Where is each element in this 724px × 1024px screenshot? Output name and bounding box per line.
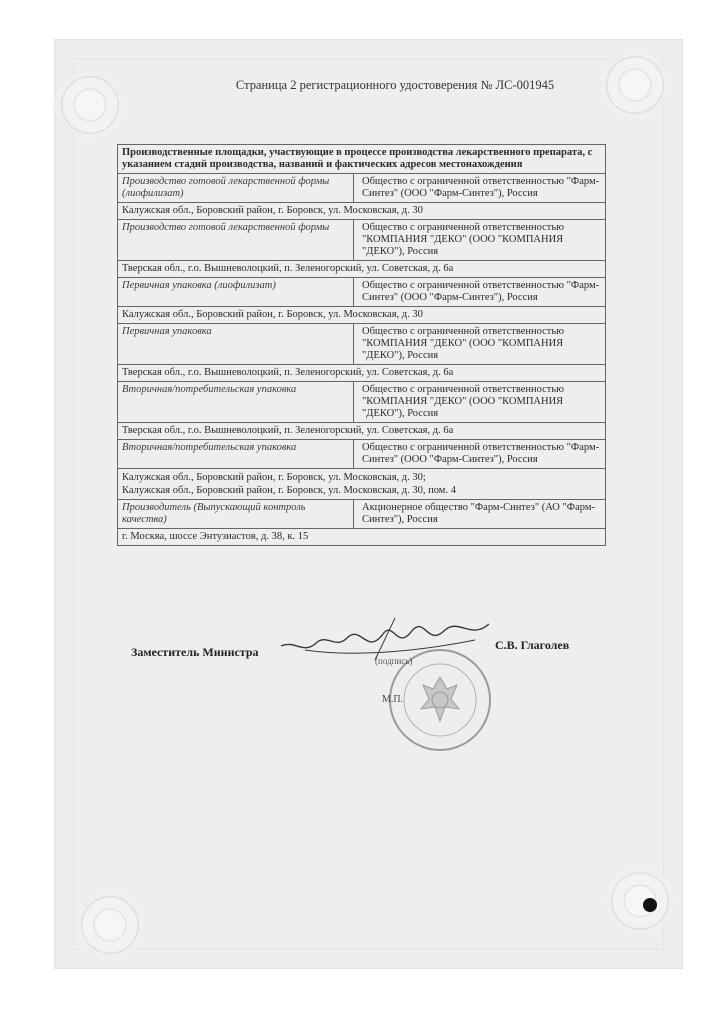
company-cell: Акционерное общество "Фарм-Синтез" (АО "Фарм-Синтез"), Россия [354,500,606,529]
table-header: Производственные площадки, участвующие в процессе производства лекарственного препарата, с указанием стадий производства, названий и фактических адресов местонахождения [118,145,606,174]
company-cell: Общество с ограниченной ответственностью "КОМПАНИЯ "ДЕКО" (ООО "КОМПАНИЯ "ДЕКО"), Россия [354,382,606,423]
address-cell: г. Москва, шоссе Энтузиастов, д. 38, к. 15 [118,529,606,546]
address-row [118,203,606,220]
stage-cell: Вторичная/потребительская упаковка [118,440,354,469]
address-line: Калужская обл., Боровский район, г. Боровск, ул. Московская, д. 30; [122,472,426,483]
punch-hole [643,898,657,912]
address-row [118,261,606,278]
stage-cell: Производство готовой лекарственной формы (лиофилизат) [118,174,354,203]
stage-cell: Первичная упаковка [118,324,354,365]
corner-rosette-ornament [75,890,145,960]
stage-cell: Вторичная/потребительская упаковка [118,382,354,423]
page-heading: Страница 2 регистрационного удостоверения № ЛС-001945 [235,78,555,92]
signatory-name: С.В. Глаголев [495,638,570,652]
table-row [118,174,606,203]
signatory-title: Заместитель Министра [131,645,259,659]
company-cell: Общество с ограниченной ответственностью "КОМПАНИЯ "ДЕКО" (ООО "КОМПАНИЯ "ДЕКО"), Россия [354,220,606,261]
company-cell: Общество с ограниченной ответственностью "Фарм-Синтез" (ООО "Фарм-Синтез"), Россия [354,278,606,307]
address-cell: Калужская обл., Боровский район, г. Боровск, ул. Московская, д. 30 [118,203,606,220]
stamp-caption: М.П. [382,694,404,705]
address-row [118,307,606,324]
address-row [118,365,606,382]
table-row [118,278,606,307]
address-cell: Тверская обл., г.о. Вышневолоцкий, п. Зеленогорский, ул. Советская, д. 6а [118,261,606,278]
address-cell: Тверская обл., г.о. Вышневолоцкий, п. Зеленогорский, ул. Советская, д. 6а [118,423,606,440]
stage-cell: Первичная упаковка (лиофилизат) [118,278,354,307]
table-row [118,500,606,529]
address-row [118,469,606,500]
corner-rosette-ornament [600,50,670,120]
table-row [118,382,606,423]
table-row [118,440,606,469]
table-header-row [118,145,606,174]
table-row [118,220,606,261]
corner-rosette-ornament [55,70,125,140]
address-cell: Калужская обл., Боровский район, г. Боровск, ул. Московская, д. 30 [118,307,606,324]
company-cell: Общество с ограниченной ответственностью "Фарм-Синтез" (ООО "Фарм-Синтез"), Россия [354,440,606,469]
company-cell: Общество с ограниченной ответственностью "Фарм-Синтез" (ООО "Фарм-Синтез"), Россия [354,174,606,203]
corner-rosette-ornament [605,866,675,936]
address-row [118,529,606,546]
signature-caption: (подпись) [375,656,413,666]
address-row [118,423,606,440]
company-cell: Общество с ограниченной ответственностью "КОМПАНИЯ "ДЕКО" (ООО "КОМПАНИЯ "ДЕКО"), Россия [354,324,606,365]
document-page [55,40,682,968]
table-row [118,324,606,365]
address-cell [118,469,606,500]
production-sites-table [117,144,606,546]
address-line: Калужская обл., Боровский район, г. Боровск, ул. Московская, д. 30, пом. 4 [122,485,456,496]
stage-cell: Производитель (Выпускающий контроль качества) [118,500,354,529]
address-cell: Тверская обл., г.о. Вышневолоцкий, п. Зеленогорский, ул. Советская, д. 6а [118,365,606,382]
stage-cell: Производство готовой лекарственной формы [118,220,354,261]
